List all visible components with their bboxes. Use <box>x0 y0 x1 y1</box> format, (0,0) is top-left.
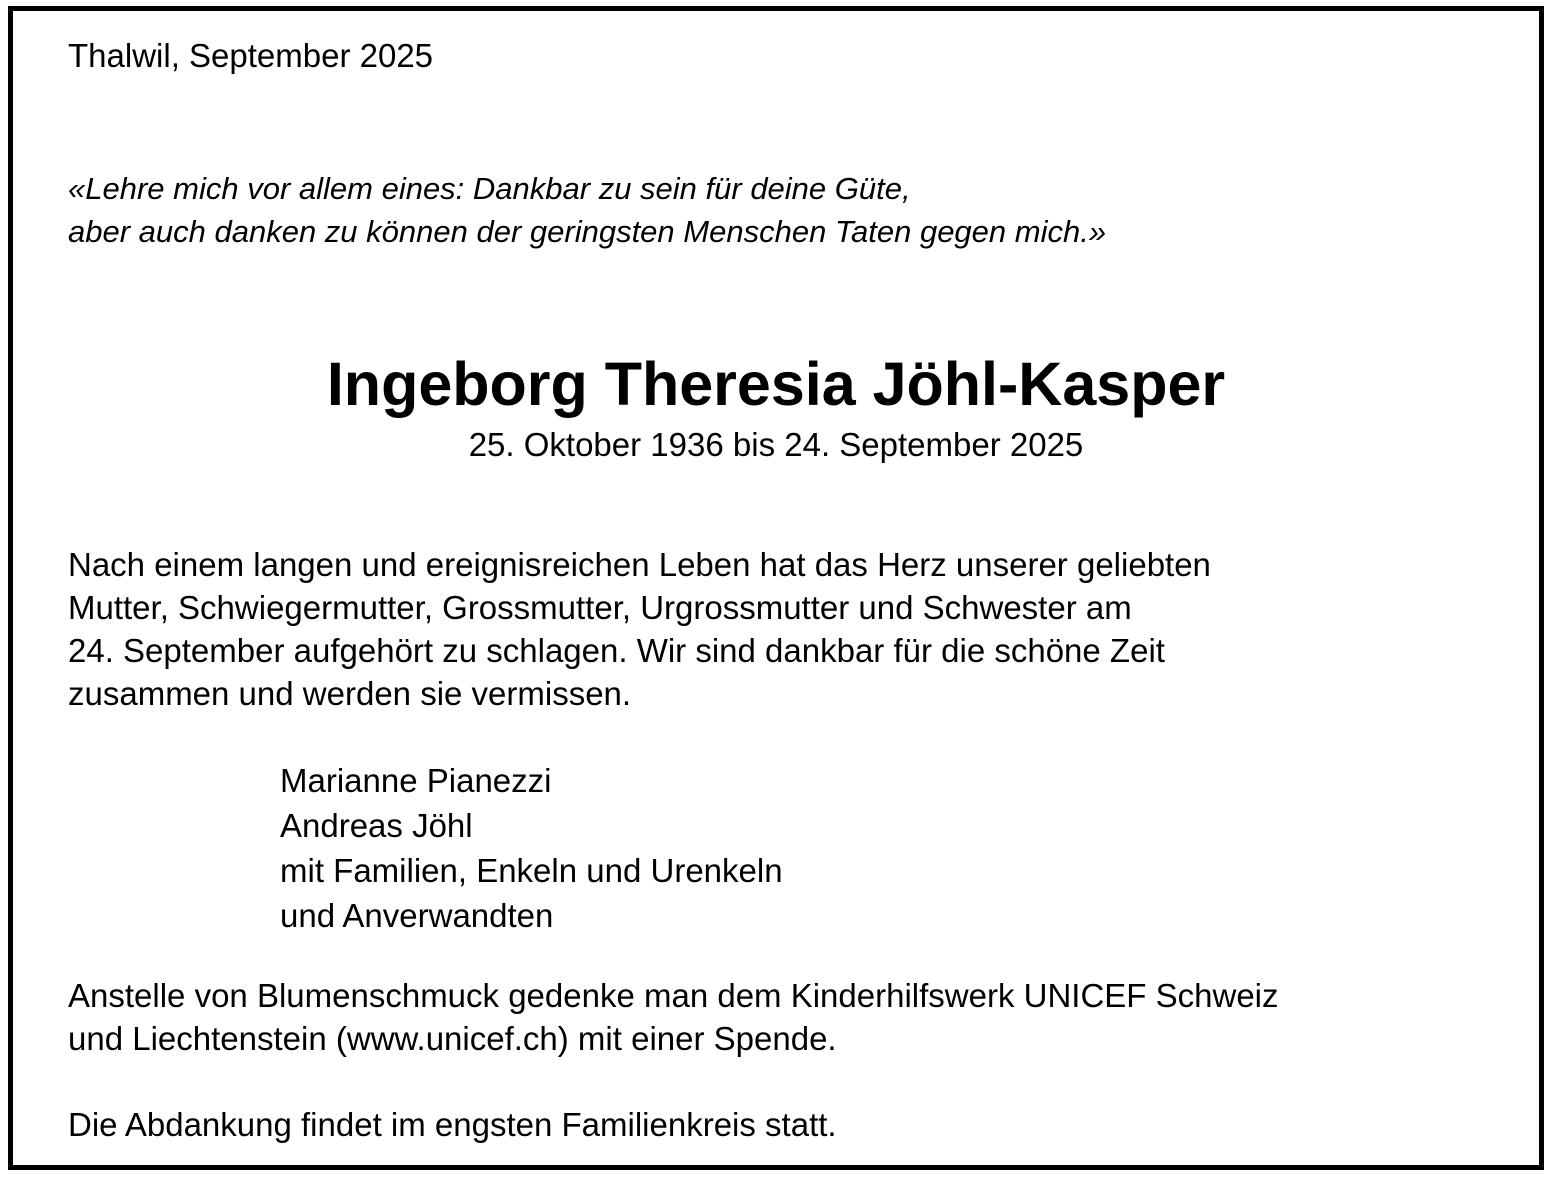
life-dates: 25. Oktober 1936 bis 24. September 2025 <box>468 426 1084 463</box>
announcement-text <box>68 543 1211 715</box>
announcement-line: zusammen und werden sie vermissen. <box>68 675 632 712</box>
signer: mit Familien, Enkeln und Urenkeln <box>280 852 783 889</box>
announcement-line: Nach einem langen und ereignisreichen Leben hat das Herz unserer geliebten <box>68 546 1211 583</box>
signer: Andreas Jöhl <box>280 807 473 844</box>
quote-line: aber auch danken zu können der geringsten Menschen Taten gegen mich.» <box>68 214 1107 249</box>
signer: Marianne Pianezzi <box>280 762 552 799</box>
quote-line: «Lehre mich vor allem eines: Dankbar zu sein für deine Güte, <box>68 171 911 206</box>
signer: und Anverwandten <box>280 897 554 934</box>
deceased-name: Ingeborg Theresia Jöhl-Kasper <box>326 350 1226 418</box>
quote <box>68 167 1106 253</box>
announcement-line: 24. September aufgehört zu schlagen. Wir sind dankbar für die schöne Zeit <box>68 632 1165 669</box>
announcement-line: Mutter, Schwiegermutter, Grossmutter, Urgrossmutter und Schwester am <box>68 589 1132 626</box>
donation-line: Anstelle von Blumenschmuck gedenke man dem Kinderhilfswerk UNICEF Schweiz <box>68 977 1279 1014</box>
donation-line: und Liechtenstein (www.unicef.ch) mit einer Spende. <box>68 1020 837 1057</box>
service-note: Die Abdankung findet im engsten Familienkreis statt. <box>68 1106 837 1143</box>
donation-note <box>68 974 1279 1060</box>
signers <box>280 758 783 938</box>
place-date: Thalwil, September 2025 <box>68 37 434 74</box>
